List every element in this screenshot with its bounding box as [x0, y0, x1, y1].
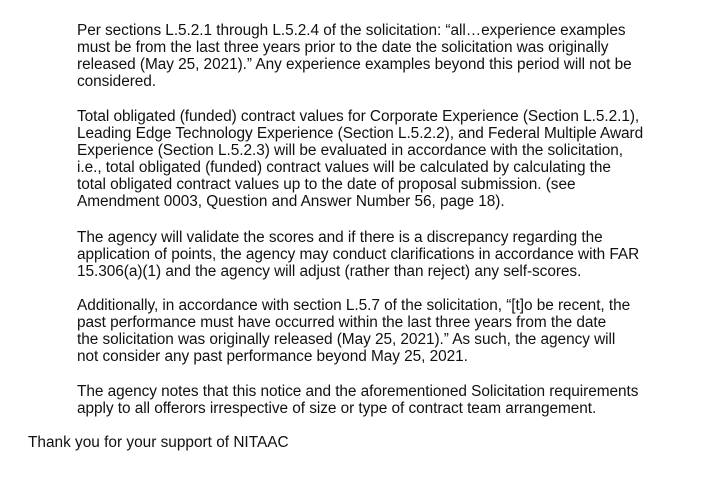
text-line: released (May 25, 2021).” Any experience examples beyond this period will not be [77, 56, 632, 73]
text-line: The agency will validate the scores and if there is a discrepancy regarding the [77, 229, 603, 246]
text-line: apply to all offerors irrespective of size or type of contract team arrangement. [77, 400, 597, 417]
text-line: Experience (Section L.5.2.3) will be evaluated in accordance with the solicitation, [77, 142, 623, 159]
text-line: must be from the last three years prior to the date the solicitation was originally [77, 39, 609, 56]
closing-line: Thank you for your support of NITAAC [28, 434, 289, 451]
text-line: Amendment 0003, Question and Answer Number 56, page 18). [77, 193, 505, 210]
text-line: the solicitation was originally released (May 25, 2021).” As such, the agency will [77, 331, 616, 348]
paragraph-applicability [77, 383, 705, 417]
text-line: past performance must have occurred within the last three years from the date [77, 314, 607, 331]
text-line: considered. [77, 73, 157, 90]
text-line: not consider any past performance beyond May 25, 2021. [77, 348, 468, 365]
text-line: The agency notes that this notice and the aforementioned Solicitation requirements [77, 383, 639, 400]
text-line: 15.306(a)(1) and the agency will adjust (rather than reject) any self-scores. [77, 263, 582, 280]
paragraph-past-performance [77, 297, 705, 365]
text-line: Per sections L.5.2.1 through L.5.2.4 of the solicitation: “all…experience examples [77, 22, 626, 39]
text-line: total obligated contract values up to the date of proposal submission. (see [77, 176, 576, 193]
text-line: i.e., total obligated (funded) contract values will be calculated by calculating the [77, 159, 611, 176]
text-line: Leading Edge Technology Experience (Section L.5.2.2), and Federal Multiple Award [77, 125, 644, 142]
paragraph-experience-period [77, 22, 705, 90]
paragraph-score-validation [77, 229, 705, 280]
text-line: application of points, the agency may conduct clarifications in accordance with FAR [77, 246, 640, 263]
text-line: Total obligated (funded) contract values for Corporate Experience (Section L.5.2.1), [77, 108, 640, 125]
paragraph-contract-values [77, 108, 705, 210]
text-line: Additionally, in accordance with section L.5.7 of the solicitation, “[t]o be recent, the [77, 297, 631, 314]
